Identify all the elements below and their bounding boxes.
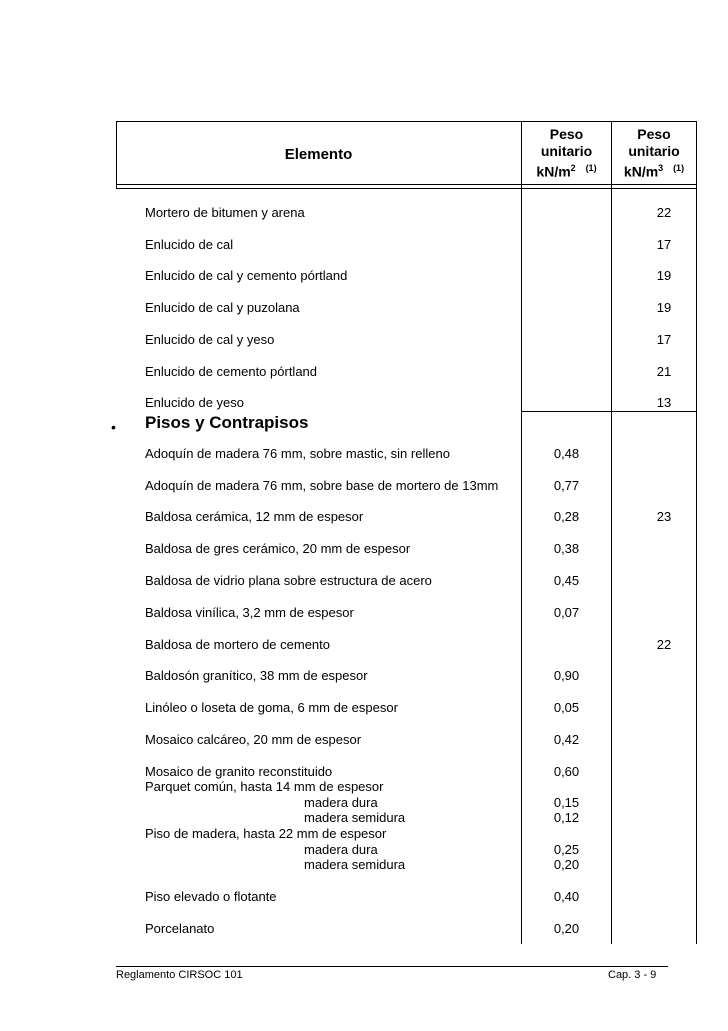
- table-row-kn-m2: 0,77: [553, 478, 580, 493]
- table-row-name: Enlucido de cal: [145, 237, 234, 252]
- table-row-kn-m2: 0,45: [553, 573, 580, 588]
- table-row-kn-m3: [612, 364, 696, 380]
- table-row-kn-m3: [612, 268, 696, 284]
- piso-madera-name: Piso de madera, hasta 22 mm de espesor: [145, 826, 387, 841]
- value: 17: [656, 237, 672, 252]
- footer-rule: [116, 966, 668, 967]
- header-col2-exp: 2: [570, 163, 576, 173]
- section-top-rule: [521, 411, 696, 412]
- parquet-sub1-kn-m2: 0,15: [553, 795, 580, 810]
- table-row-kn-m2: 0,07: [553, 605, 580, 620]
- table-row-kn-m3: [612, 637, 696, 653]
- table-row-name: Enlucido de cal y yeso: [145, 332, 275, 347]
- table-row-kn-m3: [612, 509, 696, 525]
- table-row-name: Mortero de bitumen y arena: [145, 205, 305, 220]
- value: 17: [656, 332, 672, 347]
- table-row-name: Piso elevado o flotante: [145, 889, 277, 904]
- table-row-kn-m3: [612, 332, 696, 348]
- value: 22: [656, 205, 672, 220]
- table-row-name: Baldosa de gres cerámico, 20 mm de espesor: [145, 541, 411, 556]
- table-row-kn-m2: 0,90: [553, 668, 580, 683]
- header-col3-note: (1): [673, 163, 685, 173]
- header-col2-line1: Peso: [549, 126, 584, 142]
- footer-right: Cap. 3 - 9: [608, 969, 657, 981]
- parquet-sub2-name: madera semidura: [304, 810, 406, 825]
- header-col2-unit-text: kN/m: [536, 163, 571, 180]
- table-row-kn-m2: 0,60: [553, 764, 580, 779]
- header-col2-line2: unitario: [540, 143, 593, 159]
- header-col2-note: (1): [585, 163, 597, 173]
- table-row-name: Porcelanato: [145, 921, 215, 936]
- footer-left: Reglamento CIRSOC 101: [116, 969, 243, 981]
- table-top-border: [116, 121, 696, 122]
- table-right-border: [696, 121, 697, 944]
- table-row-kn-m3: [612, 395, 696, 411]
- table-row-name: Enlucido de yeso: [145, 395, 245, 410]
- value: 19: [656, 268, 672, 283]
- table-row-name: Enlucido de cal y puzolana: [145, 300, 300, 315]
- header-col3-exp: 3: [658, 163, 664, 173]
- header-elemento: Elemento: [284, 146, 353, 163]
- piso-madera-sub1-kn-m2: 0,25: [553, 842, 580, 857]
- value: 13: [656, 395, 672, 410]
- table-row-name: Linóleo o loseta de goma, 6 mm de espesor: [145, 700, 398, 715]
- table-row-kn-m2: 0,40: [553, 889, 580, 904]
- table-row-kn-m2: 0,28: [553, 509, 580, 524]
- parquet-sub2-kn-m2: 0,12: [553, 810, 580, 825]
- table-row-kn-m2: 0,20: [553, 921, 580, 936]
- header-bottom-rule-2: [116, 188, 696, 189]
- table-row-name: Baldosa cerámica, 12 mm de espesor: [145, 509, 364, 524]
- table-row-name: Mosaico calcáreo, 20 mm de espesor: [145, 732, 362, 747]
- piso-madera-sub1-name: madera dura: [304, 842, 378, 857]
- value: 19: [656, 300, 672, 315]
- table-row-name: Mosaico de granito reconstituido: [145, 764, 333, 779]
- header-col3-unit: [612, 160, 696, 181]
- value: 23: [656, 509, 672, 524]
- parquet-sub1-name: madera dura: [304, 795, 378, 810]
- value: 22: [656, 637, 672, 652]
- table-row-kn-m2: 0,05: [553, 700, 580, 715]
- header-col3-unit-text: kN/m: [623, 163, 659, 180]
- piso-madera-sub2-kn-m2: 0,20: [553, 857, 580, 872]
- header-peso-kn-m3: [612, 126, 696, 181]
- table-row-name: Adoquín de madera 76 mm, sobre base de mortero de 13mm: [145, 478, 499, 493]
- table-row-kn-m3: [612, 237, 696, 253]
- bullet-icon: •: [111, 419, 116, 435]
- table-row-name: Enlucido de cemento pórtland: [145, 364, 318, 379]
- table-row-name: Enlucido de cal y cemento pórtland: [145, 268, 348, 283]
- header-col3-line1: Peso: [637, 126, 671, 142]
- value: 21: [656, 364, 672, 379]
- table-row-name: Baldosa de vidrio plana sobre estructura de acero: [145, 573, 432, 588]
- table-row-name: Baldosón granítico, 38 mm de espesor: [145, 668, 368, 683]
- header-col2-unit: [522, 160, 611, 181]
- table-row-name: Baldosa vinílica, 3,2 mm de espesor: [145, 605, 354, 620]
- section-title: Pisos y Contrapisos: [145, 413, 309, 432]
- header-col3-line2: unitario: [628, 143, 680, 159]
- header-bottom-rule: [116, 184, 696, 185]
- table-row-name: Baldosa de mortero de cemento: [145, 637, 330, 652]
- table-row-kn-m2: 0,38: [553, 541, 580, 556]
- parquet-name: Parquet común, hasta 14 mm de espesor: [145, 779, 384, 794]
- table-row-kn-m2: 0,42: [553, 732, 580, 747]
- table-row-kn-m3: [612, 300, 696, 316]
- table-row-kn-m2: 0,48: [553, 446, 580, 461]
- piso-madera-sub2-name: madera semidura: [304, 857, 406, 872]
- table-row-name: Adoquín de madera 76 mm, sobre mastic, sin relleno: [145, 446, 450, 461]
- table-row-kn-m3: [612, 205, 696, 221]
- header-peso-kn-m2: [522, 126, 611, 181]
